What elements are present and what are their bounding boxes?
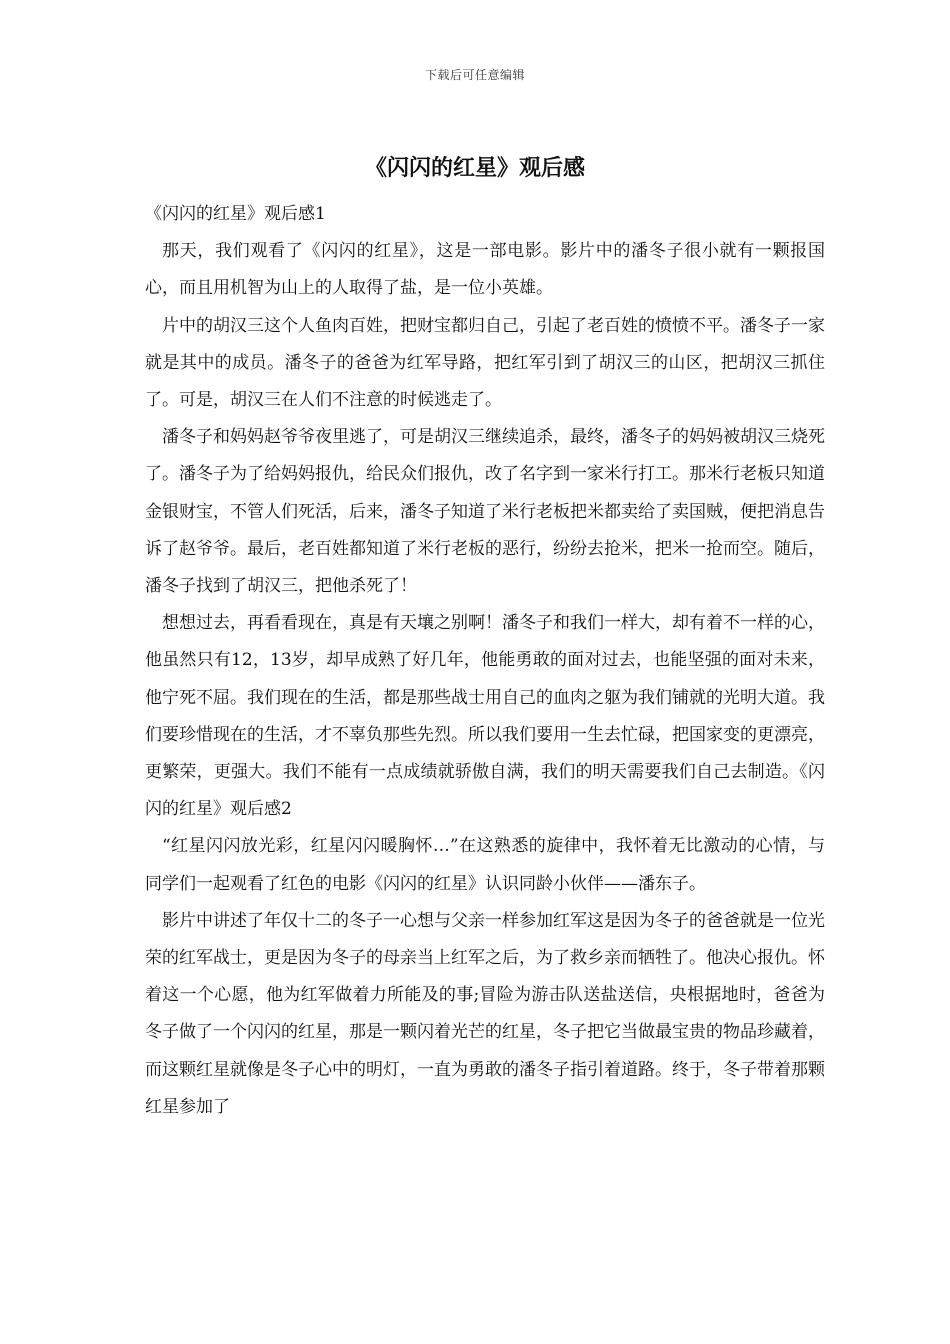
paragraph-5: “红星闪闪放光彩，红星闪闪暖胸怀…”在这熟悉的旋律中，我怀着无比激动的心情，与同学们一起观看了红色的电影《闪闪的红星》认识同龄小伙伴——潘东子。 — [145, 836, 825, 894]
paragraph-1: 那天，我们观看了《闪闪的红星》，这是一部电影。影片中的潘冬子很小就有一颗报国心，而且用机智为山上的人取得了盐，是一位小英雄。 — [145, 241, 825, 299]
document-body — [145, 196, 825, 1126]
section-heading: 《闪闪的红星》观后感1 — [145, 204, 326, 224]
paragraph-4: 想想过去，再看看现在，真是有天壤之别啊！潘冬子和我们一样大，却有着不一样的心，他虽然只有12，13岁，却早成熟了好几年，他能勇敢的面对过去，也能坚强的面对未来，他宁死不屈。我们现在的生活，都是那些战士用自己的血肉之躯为我们铺就的光明大道。我们要珍惜现在的生活，才不辜负那些先烈。所以我们要用一生去忙碌，把国家变的更漂亮，更繁荣，更强大。我们不能有一点成绩就骄傲自满，我们的明天需要我们自己去制造。《闪闪的红星》观后感2 — [145, 613, 825, 820]
paragraph-3: 潘冬子和妈妈赵爷爷夜里逃了，可是胡汉三继续追杀，最终，潘冬子的妈妈被胡汉三烧死了。潘冬子为了给妈妈报仇，给民众们报仇，改了名字到一家米行打工。那米行老板只知道金银财宝，不管人们死活，后来，潘冬子知道了米行老板把米都卖给了卖国贼，便把消息告诉了赵爷爷。最后，老百姓都知道了米行老板的恶行，纷纷去抢米，把米一抢而空。随后，潘冬子找到了胡汉三，把他杀死了！ — [145, 427, 825, 597]
paragraph-6: 影片中讲述了年仅十二的冬子一心想与父亲一样参加红军这是因为冬子的爸爸就是一位光荣的红军战士，更是因为冬子的母亲当上红军之后，为了救乡亲而牺牲了。他决心报仇。怀着这一个心愿，他为红军做着力所能及的事;冒险为游击队送盐送信，央根据地时，爸爸为冬子做了一个闪闪的红星，那是一颗闪着光芒的红星，冬子把它当做最宝贵的物品珍藏着，而这颗红星就像是冬子心中的明灯，一直为勇敢的潘冬子指引着道路。终于，冬子带着那颗红星参加了 — [145, 910, 825, 1117]
document-title: 《闪闪的红星》观后感 — [364, 155, 585, 181]
page-header-note: 下载后可任意编辑 — [424, 68, 525, 82]
paragraph-2: 片中的胡汉三这个人鱼肉百姓，把财宝都归自己，引起了老百姓的愤愤不平。潘冬子一家就是其中的成员。潘冬子的爸爸为红军导路，把红军引到了胡汉三的山区，把胡汉三抓住了。可是，胡汉三在人们不注意的时候逃走了。 — [145, 315, 825, 411]
